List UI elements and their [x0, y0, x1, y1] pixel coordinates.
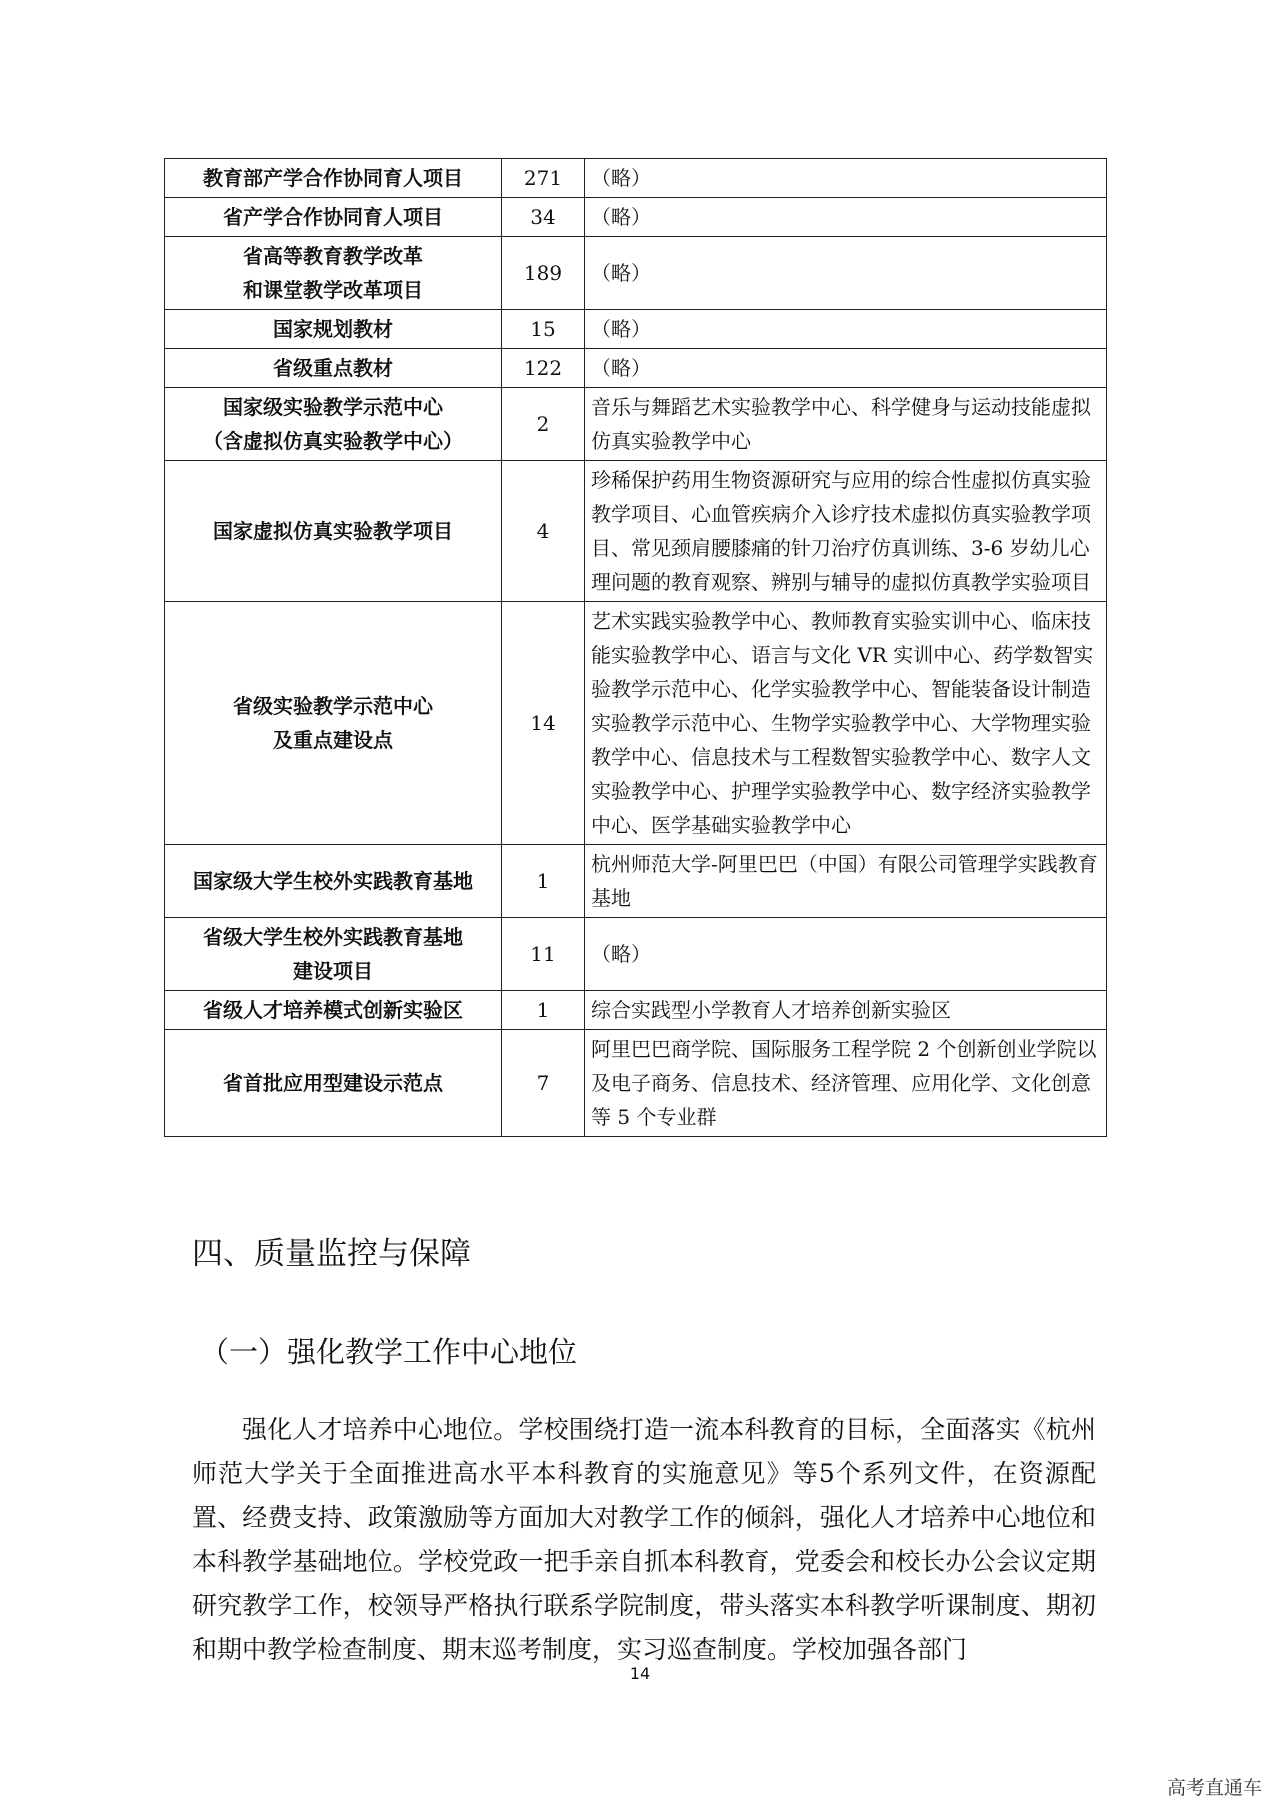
row-description-cell: （略）: [585, 237, 1107, 310]
row-name-cell: 省首批应用型建设示范点: [165, 1030, 502, 1137]
table-row: [165, 1030, 1107, 1137]
row-count-cell: 7: [502, 1030, 585, 1137]
watermark-logo-text: 高考直通车: [1166, 1777, 1262, 1799]
achievement-table-body: [165, 159, 1107, 1137]
table-row: [165, 918, 1107, 991]
row-count-cell: 11: [502, 918, 585, 991]
row-count-cell: 14: [502, 602, 585, 845]
row-description-cell: （略）: [585, 198, 1107, 237]
row-count-cell: 34: [502, 198, 585, 237]
row-name-cell: 省级实验教学示范中心 及重点建设点: [165, 602, 502, 845]
row-name-cell: 教育部产学合作协同育人项目: [165, 159, 502, 198]
row-description-cell: 综合实践型小学教育人才培养创新实验区: [585, 991, 1107, 1030]
table-row: [165, 845, 1107, 918]
row-count-cell: 189: [502, 237, 585, 310]
row-count-cell: 1: [502, 845, 585, 918]
table-row: [165, 237, 1107, 310]
row-count-cell: 4: [502, 461, 585, 602]
row-name-cell: 国家级大学生校外实践教育基地: [165, 845, 502, 918]
table-row: [165, 349, 1107, 388]
row-description-cell: （略）: [585, 310, 1107, 349]
row-count-cell: 1: [502, 991, 585, 1030]
row-description-cell: 杭州师范大学-阿里巴巴（中国）有限公司管理学实践教育基地: [585, 845, 1107, 918]
row-description-cell: 艺术实践实验教学中心、教师教育实验实训中心、临床技能实验教学中心、语言与文化 VR 实训中心、药学数智实验教学示范中心、化学实验教学中心、智能装备设计制造实验教学示范中心、生物学实验教学中心、大学物理实验教学中心、信息技术与工程数智实验教学中心、数字人文实验教学中心、护理学实验教学中心、数字经济实验教学中心、医学基础实验教学中心: [585, 602, 1107, 845]
achievement-table: [164, 158, 1107, 1137]
table-row: [165, 461, 1107, 602]
row-name-cell: 国家虚拟仿真实验教学项目: [165, 461, 502, 602]
row-name-cell: 省级人才培养模式创新实验区: [165, 991, 502, 1030]
table-row: [165, 602, 1107, 845]
table-row: [165, 198, 1107, 237]
row-count-cell: 15: [502, 310, 585, 349]
table-row: [165, 388, 1107, 461]
row-name-cell: 省高等教育教学改革 和课堂教学改革项目: [165, 237, 502, 310]
table-row: [165, 310, 1107, 349]
table-row: [165, 991, 1107, 1030]
page-number: 14: [629, 1664, 651, 1683]
table-row: [165, 159, 1107, 198]
row-count-cell: 271: [502, 159, 585, 198]
row-description-cell: 珍稀保护药用生物资源研究与应用的综合性虚拟仿真实验教学项目、心血管疾病介入诊疗技术虚拟仿真实验教学项目、常见颈肩腰膝痛的针刀治疗仿真训练、3-6 岁幼儿心理问题的教育观察、辨别与辅导的虚拟仿真教学实验项目: [585, 461, 1107, 602]
row-description-cell: （略）: [585, 159, 1107, 198]
row-name-cell: 国家级实验教学示范中心 （含虚拟仿真实验教学中心）: [165, 388, 502, 461]
row-name-cell: 省产学合作协同育人项目: [165, 198, 502, 237]
subsection-heading: （一）强化教学工作中心地位: [200, 1335, 578, 1369]
row-count-cell: 122: [502, 349, 585, 388]
section-heading: 四、质量监控与保障: [192, 1236, 471, 1272]
row-description-cell: （略）: [585, 349, 1107, 388]
row-name-cell: 国家规划教材: [165, 310, 502, 349]
row-description-cell: 阿里巴巴商学院、国际服务工程学院 2 个创新创业学院以及电子商务、信息技术、经济管理、应用化学、文化创意等 5 个专业群: [585, 1030, 1107, 1137]
row-name-cell: 省级大学生校外实践教育基地 建设项目: [165, 918, 502, 991]
body-paragraph: 强化人才培养中心地位。学校围绕打造一流本科教育的目标，全面落实《杭州师范大学关于全面推进高水平本科教育的实施意见》等5个系列文件，在资源配置、经费支持、政策激励等方面加大对教学工作的倾斜，强化人才培养中心地位和本科教学基础地位。学校党政一把手亲自抓本科教育，党委会和校长办公会议定期研究教学工作，校领导严格执行联系学院制度，带头落实本科教学听课制度、期初和期中教学检查制度、期末巡考制度，实习巡查制度。学校加强各部门: [192, 1415, 1096, 1664]
row-name-cell: 省级重点教材: [165, 349, 502, 388]
row-description-cell: （略）: [585, 918, 1107, 991]
row-description-cell: 音乐与舞蹈艺术实验教学中心、科学健身与运动技能虚拟仿真实验教学中心: [585, 388, 1107, 461]
row-count-cell: 2: [502, 388, 585, 461]
